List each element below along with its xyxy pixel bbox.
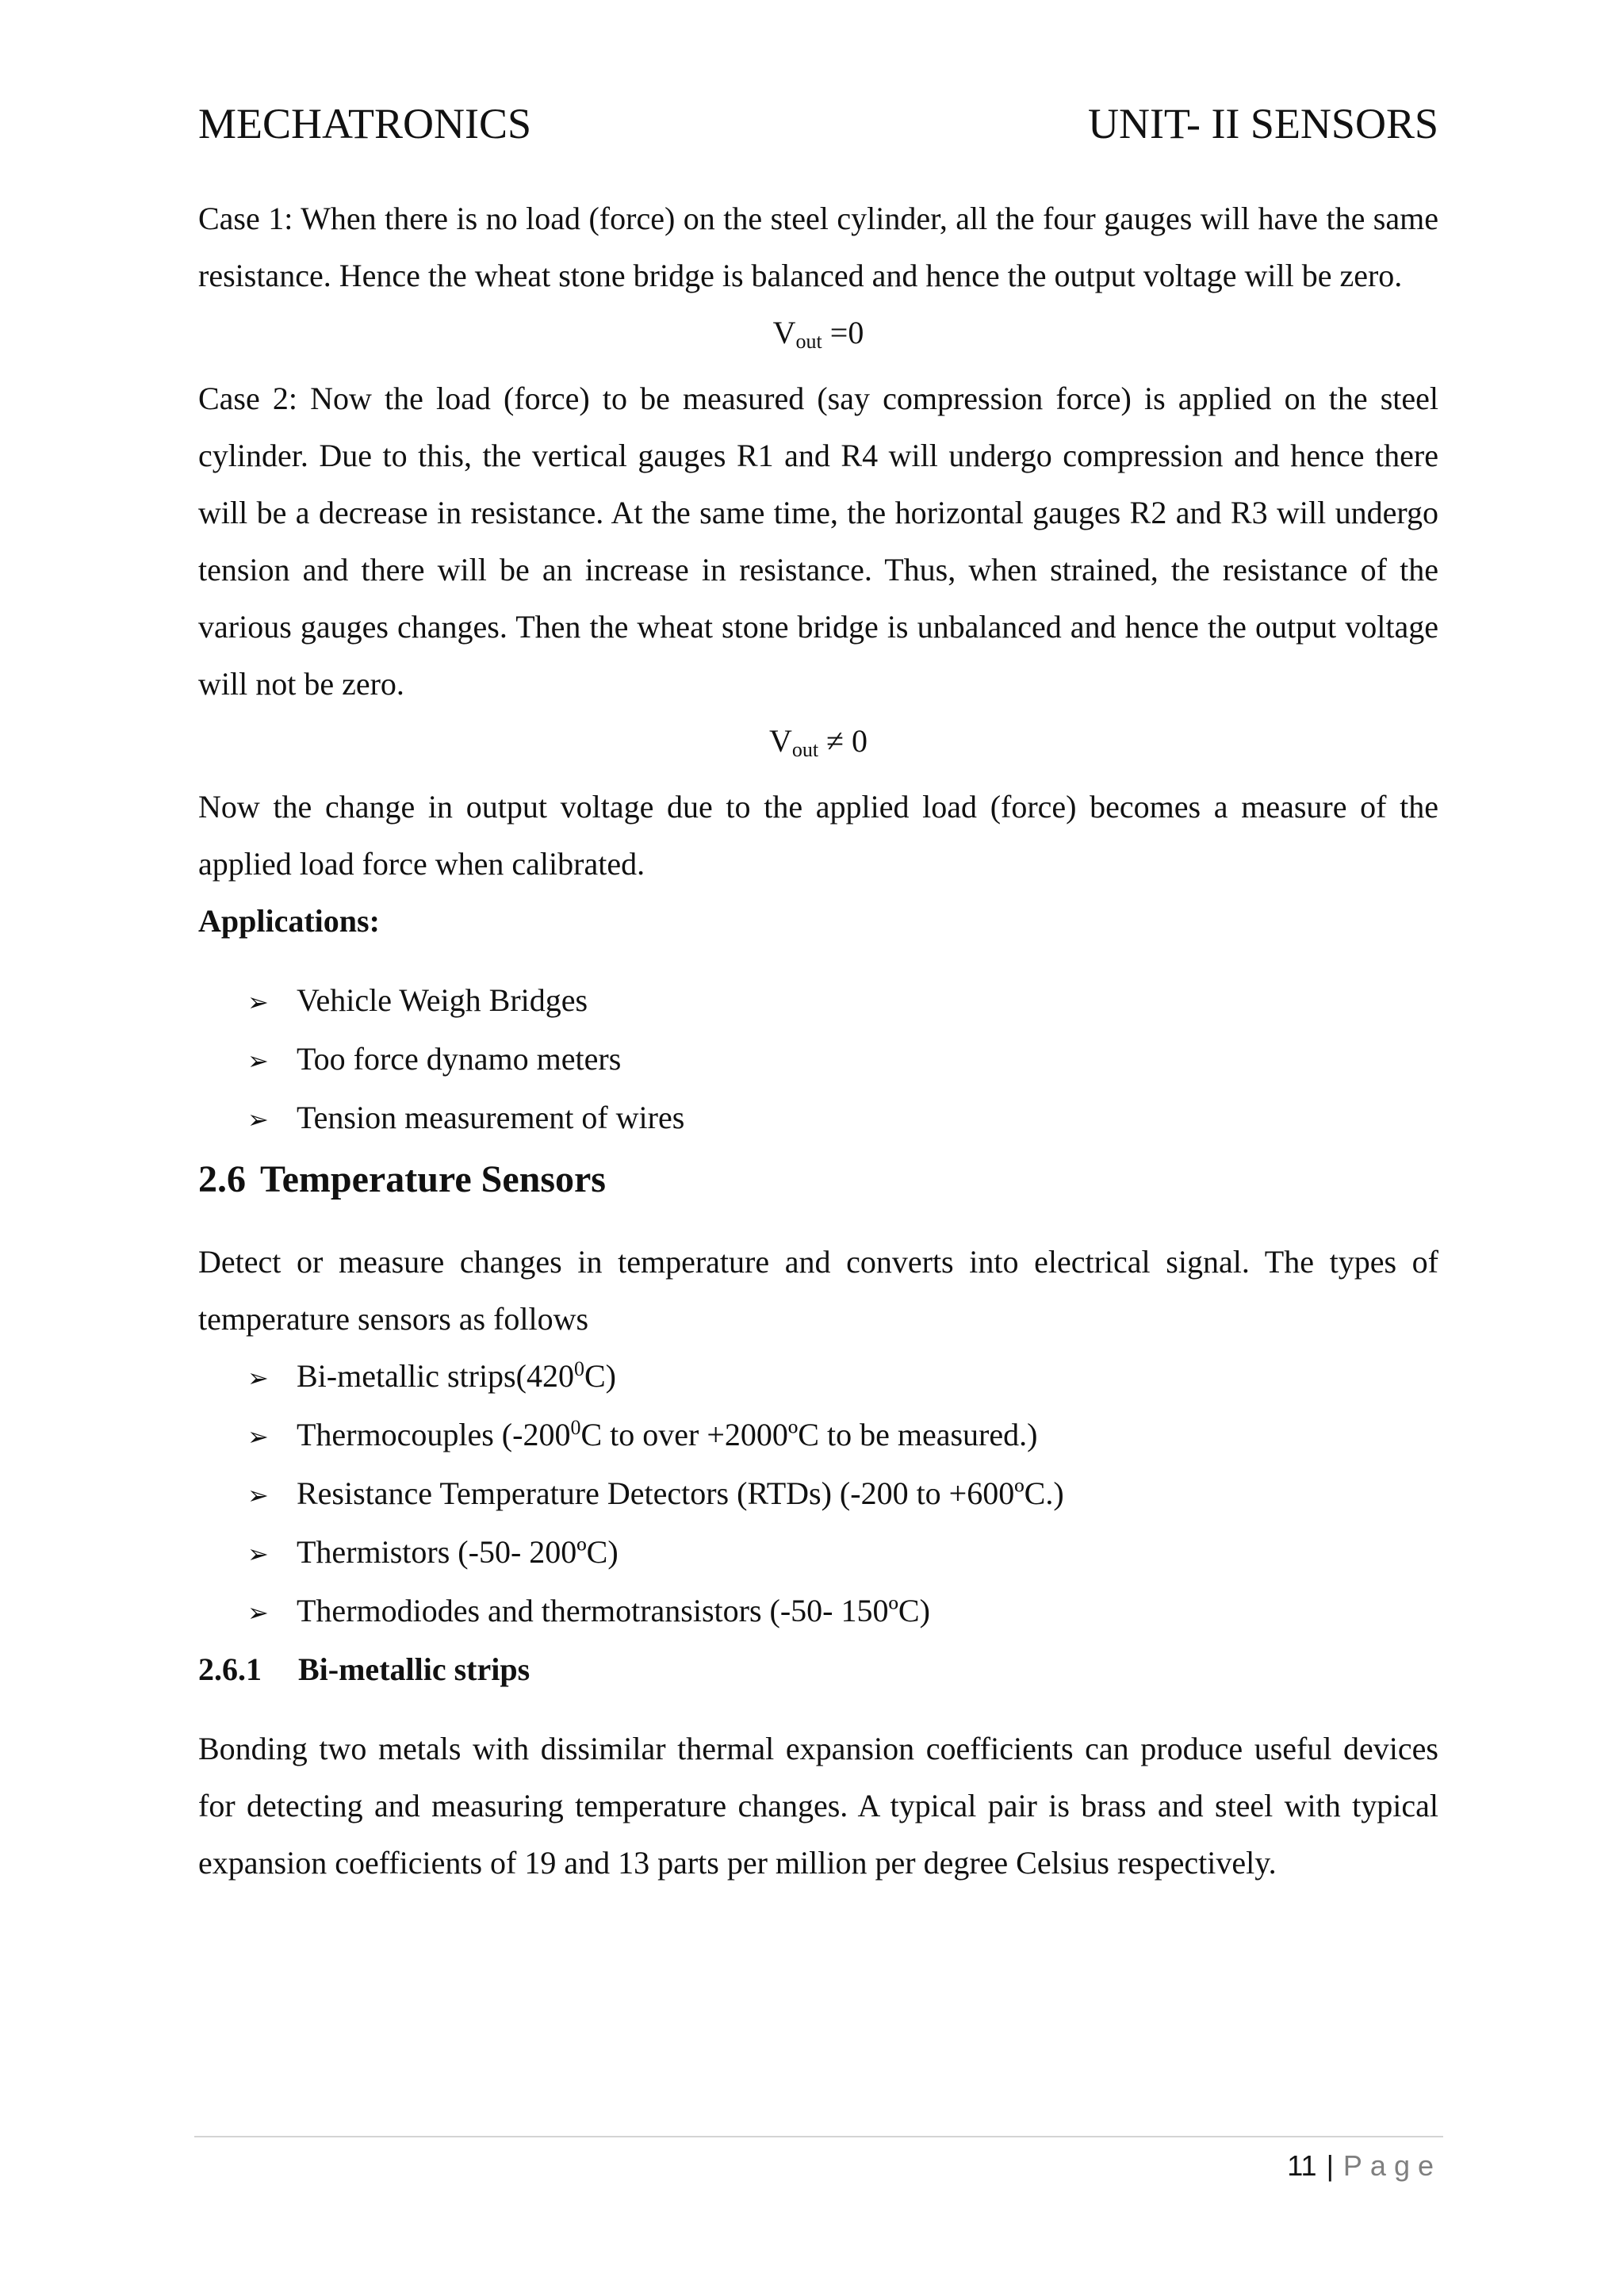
- formula-rest: =0: [822, 315, 864, 350]
- arrowhead-bullet-icon: ➢: [247, 1539, 269, 1569]
- page-number: 11: [1287, 2149, 1317, 2182]
- page-content: [198, 190, 1438, 1892]
- list-item: [247, 1465, 1438, 1524]
- arrowhead-bullet-icon: ➢: [247, 1104, 269, 1135]
- arrowhead-bullet-icon: ➢: [247, 1046, 269, 1076]
- section-number: 2.6: [198, 1158, 246, 1200]
- list-item: [247, 1524, 1438, 1582]
- arrowhead-bullet-icon: ➢: [247, 1422, 269, 1452]
- list-item: [247, 1031, 1438, 1089]
- list-item-text: Too force dynamo meters: [297, 1041, 622, 1077]
- section-heading: [198, 1148, 1438, 1211]
- case2-paragraph: Case 2: Now the load (force) to be measured (say compression force) is applied on the steel cylinder. Due to this, the vertical gauges R1 and R4 will undergo compression and hence there will be a decrease in resistance. At the same time, the horizontal gauges R2 and R3 will undergo tension and there will be an increase in resistance. Thus, when strained, the resistance of the various gauges changes. Then the wheat stone bridge is unbalanced and hence the output voltage will not be zero.: [198, 381, 1438, 702]
- case1-paragraph: Case 1: When there is no load (force) on the steel cylinder, all the four gauges will have the same resistance. Hence the wheat stone bridge is balanced and hence the output voltage will be zero.: [198, 201, 1438, 293]
- list-item: [247, 1089, 1438, 1148]
- text-part: C to over +2000ºC to be measured.): [580, 1417, 1038, 1452]
- subsection-heading: [198, 1641, 1438, 1698]
- list-item-text: Thermodiodes and thermotransistors (-50- 150ºC): [297, 1593, 930, 1628]
- arrowhead-bullet-icon: ➢: [247, 1363, 269, 1393]
- text-part: Thermocouples (-200: [297, 1417, 571, 1452]
- arrowhead-bullet-icon: ➢: [247, 1480, 269, 1510]
- list-item: [247, 972, 1438, 1031]
- formula-v: V: [768, 723, 792, 759]
- bimetallic-paragraph: Bonding two metals with dissimilar thermal expansion coefficients can produce useful devices for detecting and measuring temperature changes. A typical pair is brass and steel with typical expansion coefficients of 19 and 13 parts per million per degree Celsius respectively.: [198, 1731, 1438, 1881]
- header-unit: UNIT- II SENSORS: [1087, 100, 1438, 147]
- list-item-text: [297, 1348, 616, 1405]
- formula-rest: ≠ 0: [818, 723, 868, 759]
- footer-separator: |: [1326, 2149, 1334, 2182]
- footer-divider: [194, 2136, 1443, 2137]
- sensor-types-list: [198, 1348, 1438, 1641]
- list-item-text: Tension measurement of wires: [297, 1100, 685, 1135]
- superscript: 0: [573, 1357, 584, 1380]
- text-part: C): [584, 1358, 616, 1394]
- list-item-text: Vehicle Weigh Bridges: [297, 982, 588, 1018]
- calibration-paragraph: Now the change in output voltage due to the applied load (force) becomes a measure of the applied load force when calibrated.: [198, 789, 1438, 882]
- subsection-title: Bi-metallic strips: [298, 1651, 530, 1687]
- text-part: Bi-metallic strips(420: [297, 1358, 574, 1394]
- list-item-text: Thermistors (-50- 200ºC): [297, 1534, 619, 1570]
- list-item: [247, 1582, 1438, 1641]
- list-item-text: [297, 1406, 1037, 1464]
- section-title: Temperature Sensors: [260, 1158, 606, 1200]
- list-item: [247, 1348, 1438, 1406]
- header-subject: MECHATRONICS: [198, 100, 532, 147]
- subsection-number: 2.6.1: [198, 1651, 262, 1687]
- temperature-intro-paragraph: Detect or measure changes in temperature and converts into electrical signal. The types of temperature sensors as follows: [198, 1244, 1438, 1337]
- vout-nonzero-formula: [198, 713, 1438, 779]
- page-header: [198, 94, 1438, 154]
- formula-sub: out: [795, 330, 822, 353]
- arrowhead-bullet-icon: ➢: [247, 1598, 269, 1628]
- applications-list: [198, 972, 1438, 1148]
- list-item-text: Resistance Temperature Detectors (RTDs) (-200 to +600ºC.): [297, 1475, 1064, 1511]
- page-label: Page: [1342, 2149, 1442, 2182]
- arrowhead-bullet-icon: ➢: [247, 987, 269, 1017]
- formula-v: V: [772, 315, 796, 350]
- superscript: 0: [570, 1416, 581, 1439]
- formula-sub: out: [791, 738, 819, 761]
- page-footer: [1287, 2145, 1442, 2187]
- vout-zero-formula: [198, 304, 1438, 370]
- applications-heading: Applications:: [198, 903, 380, 939]
- list-item: [247, 1406, 1438, 1465]
